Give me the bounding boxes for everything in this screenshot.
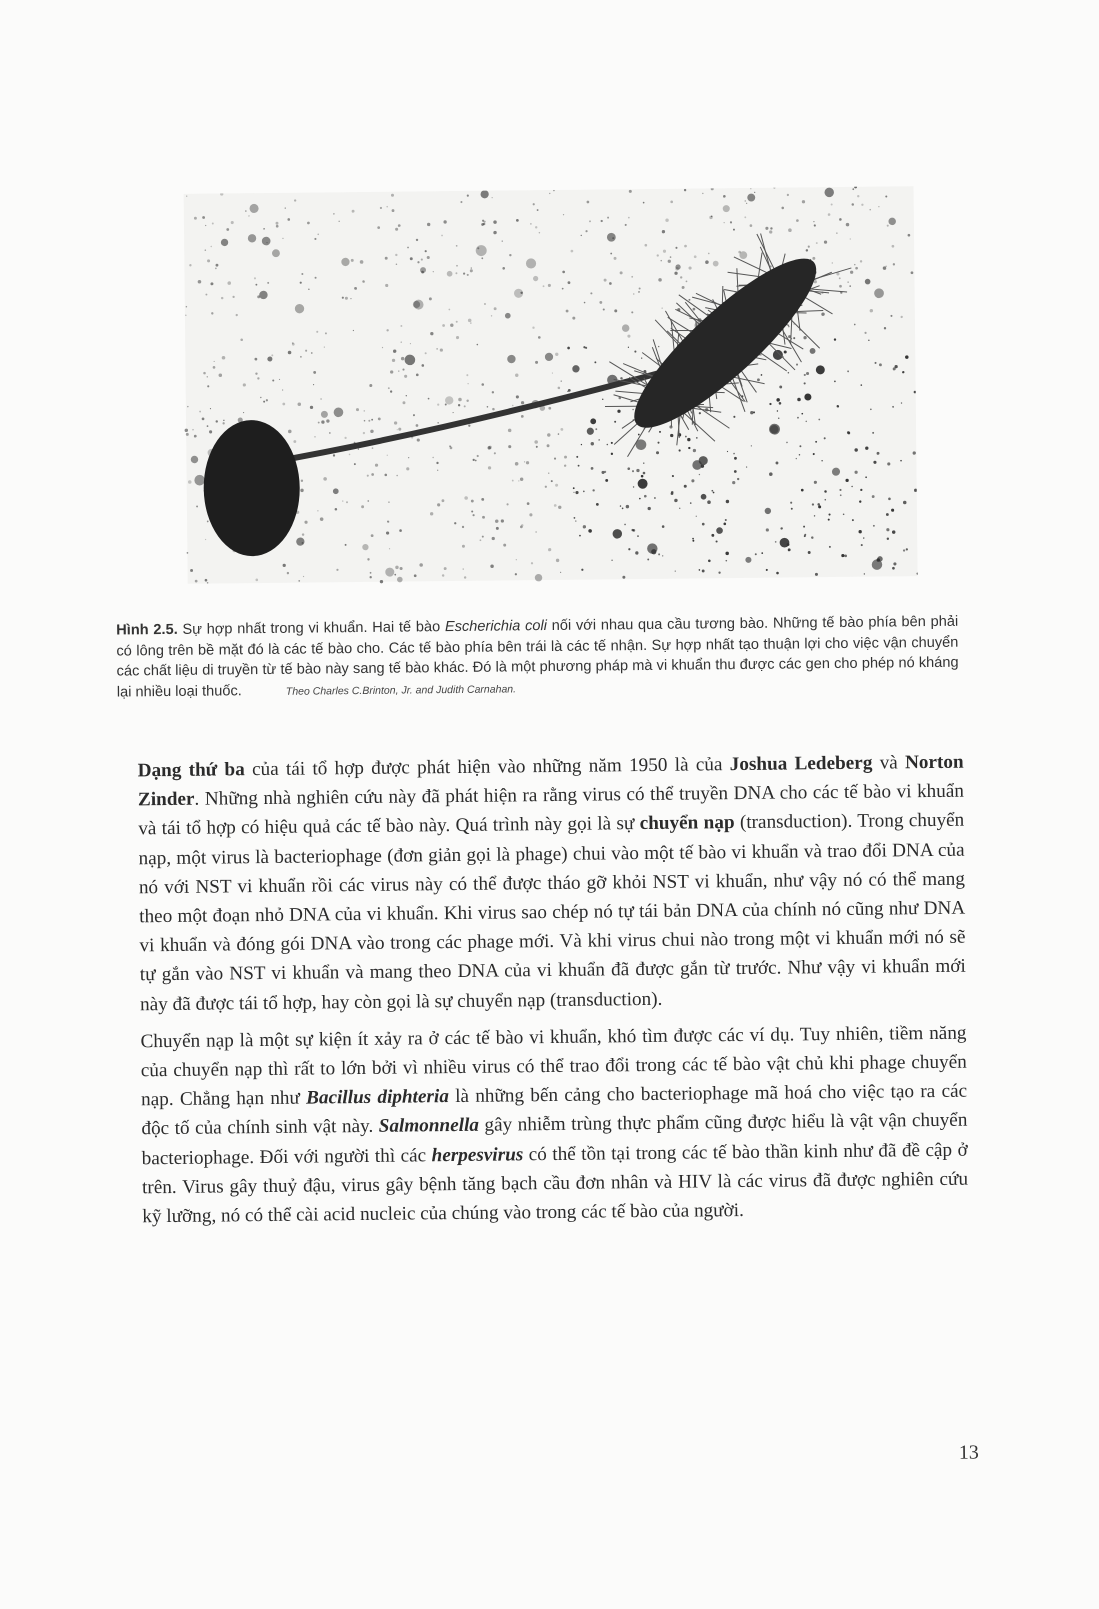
figure-bacteria-conjugation-micrograph bbox=[144, 186, 918, 604]
paragraph-text: và bbox=[872, 752, 905, 773]
figure-caption bbox=[116, 612, 959, 704]
figure-label: Hình 2.5. bbox=[116, 622, 178, 639]
emphasis-term: Salmonnella bbox=[379, 1115, 479, 1137]
paragraph-text: là những bến cảng cho bacteriophage mã hoá cho việc tạo ra các độc tố của chính sinh vật này. bbox=[141, 1081, 967, 1140]
paragraph-text: của tái tổ hợp được phát hiện vào những năm 1950 là của bbox=[245, 754, 730, 780]
emphasis-term: herpesvirus bbox=[431, 1144, 523, 1166]
page-number: 13 bbox=[959, 1442, 979, 1465]
paragraph-text: có thể tồn tại trong các tế bào thần kinh như đã đề cập ở trên. Virus gây thuỷ đậu, virus gây bệnh tăng bạch cầu đơn nhân và HIV là các virus đã được nghiên cứu kỹ lưỡng, nó có thể cài acid nucleic của chúng vào trong các tế bào của người. bbox=[142, 1139, 968, 1227]
figure-credit: Theo Charles C.Brinton, Jr. and Judith Carnahan. bbox=[286, 683, 516, 697]
caption-species: Escherichia coli bbox=[445, 618, 547, 635]
paragraph bbox=[140, 1018, 968, 1231]
emphasis-term: Norton Zinder bbox=[138, 752, 964, 811]
caption-text: nối với nhau qua cầu tương bào. Những tế bào phía bên phải có lông trên bề mặt đó là các tế bào cho. Các tế bào phía bên trái là các tế nhận. Sự hợp nhất tạo thuận lợi cho việc vận chuyển các chất liệu di truyền từ tế bào này sang tế bào khác. Đó là một phương pháp mà vi khuẩn thu được các gen cho phép nó kháng lại nhiều loại thuốc. bbox=[116, 614, 958, 700]
emphasis-term: chuyển nạp bbox=[640, 812, 735, 834]
emphasis-term: Dạng thứ ba bbox=[138, 759, 245, 781]
emphasis-term: Joshua Ledeberg bbox=[730, 753, 873, 775]
paragraph bbox=[138, 748, 967, 1019]
paragraph-text: . Những nhà nghiên cứu này đã phát hiện ra rằng virus có thể truyền DNA cho các tế bào vi khuẩn và tái tổ hợp có hiệu quả các tế bào này. Quá trình này gọi là sự bbox=[138, 781, 964, 840]
emphasis-term: Bacillus diphteria bbox=[306, 1086, 449, 1108]
paragraph-text: (transduction). Trong chuyển nạp, một virus là bacteriophage (đơn giản gọi là phage) chui vào một tế bào vi khuẩn và trao đổi DNA của nó với NST vi khuẩn rồi các virus này có thể được tháo gỡ khỏi NST vi khuẩn, như vậy nó có thể mang theo một đoạn nhỏ DNA của vi khuẩn. Khi virus sao chép nó tự tái bản DNA của chính nó cũng như DNA vi khuẩn và đóng gói DNA vào trong các phage mới. Và khi virus chui nào trong một vi khuẩn mới nó sẽ tự gắn vào NST vi khuẩn và mang theo DNA của vi khuẩn đã được gắn từ trước. Như vậy vi khuẩn mới này đã được tái tổ hợp, hay còn gọi là sự chuyển nạp (transduction). bbox=[138, 810, 965, 1015]
paragraph-text: gây nhiễm trùng thực phẩm cũng được hiểu là vật vận chuyển bacteriophage. Đối với người thì các bbox=[142, 1110, 968, 1169]
body-text bbox=[138, 748, 969, 1240]
paragraph-text: Chuyển nạp là một sự kiện ít xảy ra ở các tế bào vi khuẩn, khó tìm được các ví dụ. Tuy nhiên, tiềm năng của chuyển nạp thì rất to lớn bởi vì nhiều virus có thể trao đổi trong các tế bào vật chủ khi phage chuyển nạp. Chẳng hạn như bbox=[140, 1022, 966, 1110]
caption-text: Sự hợp nhất trong vi khuẩn. Hai tế bào bbox=[178, 619, 445, 638]
